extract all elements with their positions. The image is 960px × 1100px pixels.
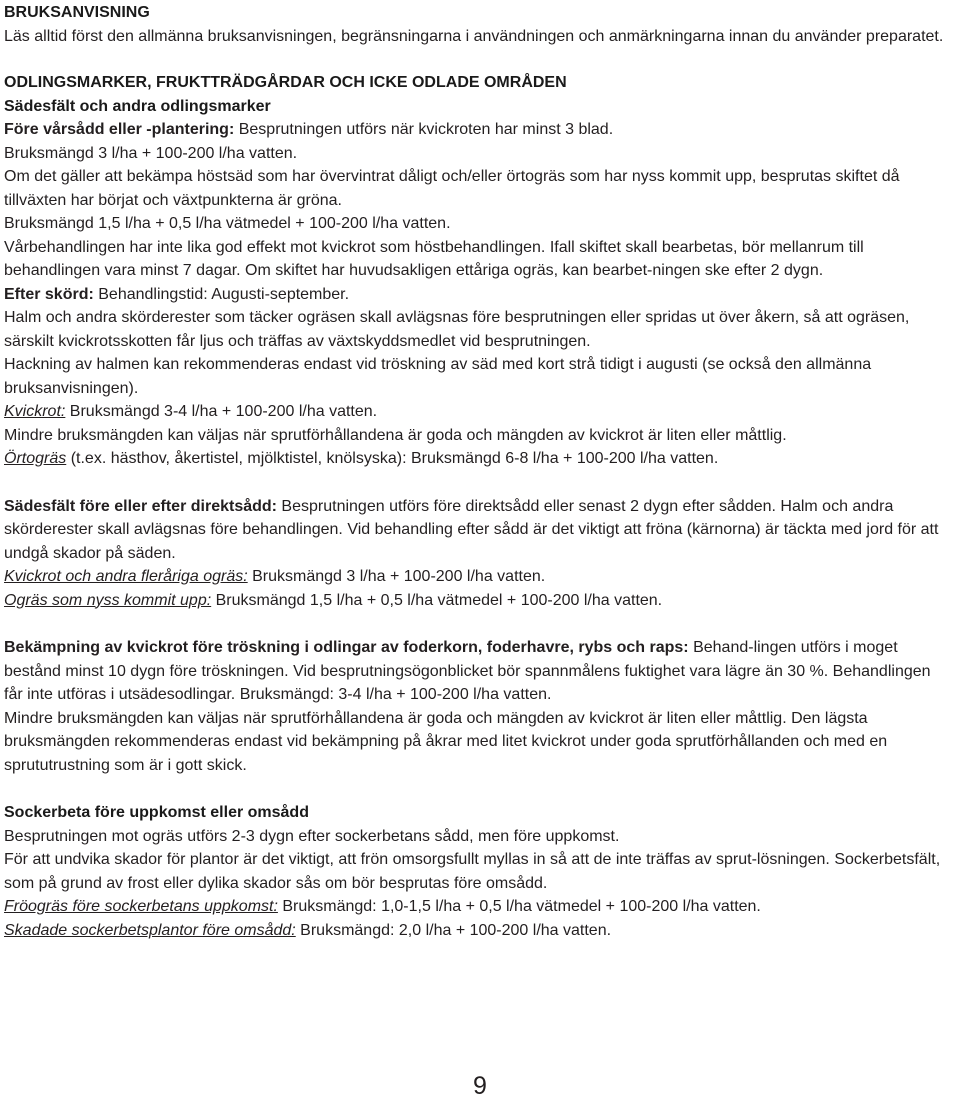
direktsadd-label: Sädesfält före eller efter direktsådd: (4, 497, 277, 515)
perennial-text: Bruksmängd 3 l/ha + 100-200 l/ha vatten. (247, 568, 546, 585)
new-weeds-text: Bruksmängd 1,5 l/ha + 0,5 l/ha vätmedel + 100-200 l/ha vatten. (211, 591, 663, 609)
new-weeds-paragraph (4, 589, 952, 613)
new-weeds-label: Ogräs som nyss kommit upp: (4, 591, 212, 609)
direktsadd-text: Besprutningen utförs före direktsådd eller senast 2 dygn efter sådden. Halm och andra skörderester skall avlägsnas före behandlingen. Vid behandling efter sådd är det viktigt att fröna (kärnorna) är täckta med jord för att undgå skador på säden. (4, 497, 939, 562)
perennial-paragraph (4, 565, 952, 589)
froogras-text: Bruksmängd: 1,0-1,5 l/ha + 0,5 l/ha vätmedel + 100-200 l/ha vatten. (277, 898, 761, 915)
dose-line: Bruksmängd 1,5 l/ha + 0,5 l/ha vätmedel + 100-200 l/ha vatten. (4, 215, 451, 232)
page-number: 9 (473, 1072, 487, 1100)
hacking-paragraph: Hackning av halmen kan rekommenderas endast vid tröskning av säd med kort strå tidigt i augusti (se också den allmänna bruksanvisningen). (4, 356, 872, 397)
froogras-paragraph (4, 895, 952, 919)
troskning-label: Bekämpning av kvickrot före tröskning i odlingar av foderkorn, foderhavre, rybs och raps: (4, 639, 689, 656)
sockerbeta-paragraph: Besprutningen mot ogräs utförs 2-3 dygn efter sockerbetans sådd, men före uppkomst. (4, 827, 620, 845)
section-direktsadd (4, 495, 952, 613)
direktsadd-paragraph (4, 495, 952, 566)
straw-paragraph: Halm och andra skörderester som täcker ogräsen skall avlägsnas före besprutningen eller spridas ut över åkern, så att ogräsen, särskilt kvickrotsskotten får ljus och träffas av växtskyddsmedlet vid besprutningen. (4, 309, 910, 350)
before-sowing-text: Besprutningen utförs när kvickroten har minst 3 blad. (234, 121, 614, 138)
after-harvest-text: Behandlingstid: Augusti-september. (93, 285, 350, 303)
section-subheading: Sädesfält och andra odlingsmarker (4, 97, 271, 115)
ortogras-text: (t.ex. hästhov, åkertistel, mjölktistel, knölsyska): Bruksmängd 6-8 l/ha + 100-200 l/ha vatten. (66, 450, 719, 467)
intro-paragraph: Läs alltid först den allmänna bruksanvisningen, begränsningarna i användningen och anmärkningarna innan du använder preparatet. (4, 27, 944, 45)
troskning-text: Behand-lingen utförs i moget bestånd minst 10 dygn före tröskningen. Vid besprutningsögonblicket bör spannmålens fuktighet vara lägre än 30 %. Behandlingen får inte utföras i utsädesodlingar. Bruksmängd: 3-4 l/ha + 100-200 l/ha vatten. (4, 639, 931, 703)
spring-paragraph: Vårbehandlingen har inte lika god effekt mot kvickrot som höstbehandlingen. Ifall skiftet skall bearbetas, bör mellanrum till behandlingen vara minst 7 dagar. Om skiftet har huvudsakligen ettåriga ogräs, kan bearbet-ningen ske efter 2 dygn. (4, 238, 864, 279)
dose-line: Bruksmängd 3 l/ha + 100-200 l/ha vatten. (4, 144, 298, 162)
section-troskning (4, 636, 952, 777)
after-harvest-label: Efter skörd: (4, 285, 94, 303)
before-sowing-paragraph (4, 118, 952, 142)
froogras-label: Fröogräs före sockerbetans uppkomst: (4, 898, 278, 915)
kvickrot-text: Bruksmängd 3-4 l/ha + 100-200 l/ha vatten. (65, 403, 378, 420)
after-harvest-paragraph (4, 283, 952, 307)
ortogras-paragraph (4, 447, 952, 471)
sockerbeta-heading: Sockerbeta före uppkomst eller omsådd (4, 804, 309, 821)
section-heading: ODLINGSMARKER, FRUKTTRÄDGÅRDAR OCH ICKE ODLADE OMRÅDEN (4, 74, 567, 91)
before-sowing-label: Före vårsådd eller -plantering: (4, 121, 235, 138)
perennial-label: Kvickrot och andra fleråriga ogräs: (4, 568, 248, 585)
ortogras-label: Örtogräs (4, 450, 67, 467)
section-odlingsmarker (4, 71, 952, 471)
sockerbeta-paragraph: För att undvika skador för plantor är det viktigt, att frön omsorgsfullt myllas in så att de inte träffas av sprut-lösningen. Sockerbetsfält, som på grund av frost eller dylika skador sås om bör besprutas före omsådd. (4, 851, 941, 892)
winter-paragraph: Om det gäller att bekämpa höstsäd som har övervintrat dåligt och/eller örtogräs som har nyss kommit upp, besprutas skiftet då tillväxten har börjat och växtpunkterna är gröna. (4, 168, 900, 209)
troskning-lower-dose-paragraph: Mindre bruksmängden kan väljas när sprutförhållandena är goda och mängden av kvickrot är liten eller måttlig. Den lägsta bruksmängden rekommenderas endast vid bekämpning på åkrar med litet kvickrot under goda sprutförhållanden och med en sprututrustning som är i gott skick. (4, 709, 888, 774)
skadade-label: Skadade sockerbetsplantor före omsådd: (4, 921, 296, 939)
skadade-text: Bruksmängd: 2,0 l/ha + 100-200 l/ha vatten. (295, 921, 612, 939)
troskning-paragraph (4, 636, 952, 707)
skadade-paragraph (4, 919, 952, 943)
kvickrot-paragraph (4, 400, 952, 424)
kvickrot-label: Kvickrot: (4, 403, 66, 420)
section-sockerbeta (4, 801, 952, 942)
lower-dose-paragraph: Mindre bruksmängden kan väljas när sprutförhållandena är goda och mängden av kvickrot är liten eller måttlig. (4, 426, 787, 444)
document-page (0, 1, 960, 1100)
document-title: BRUKSANVISNING (4, 4, 150, 21)
